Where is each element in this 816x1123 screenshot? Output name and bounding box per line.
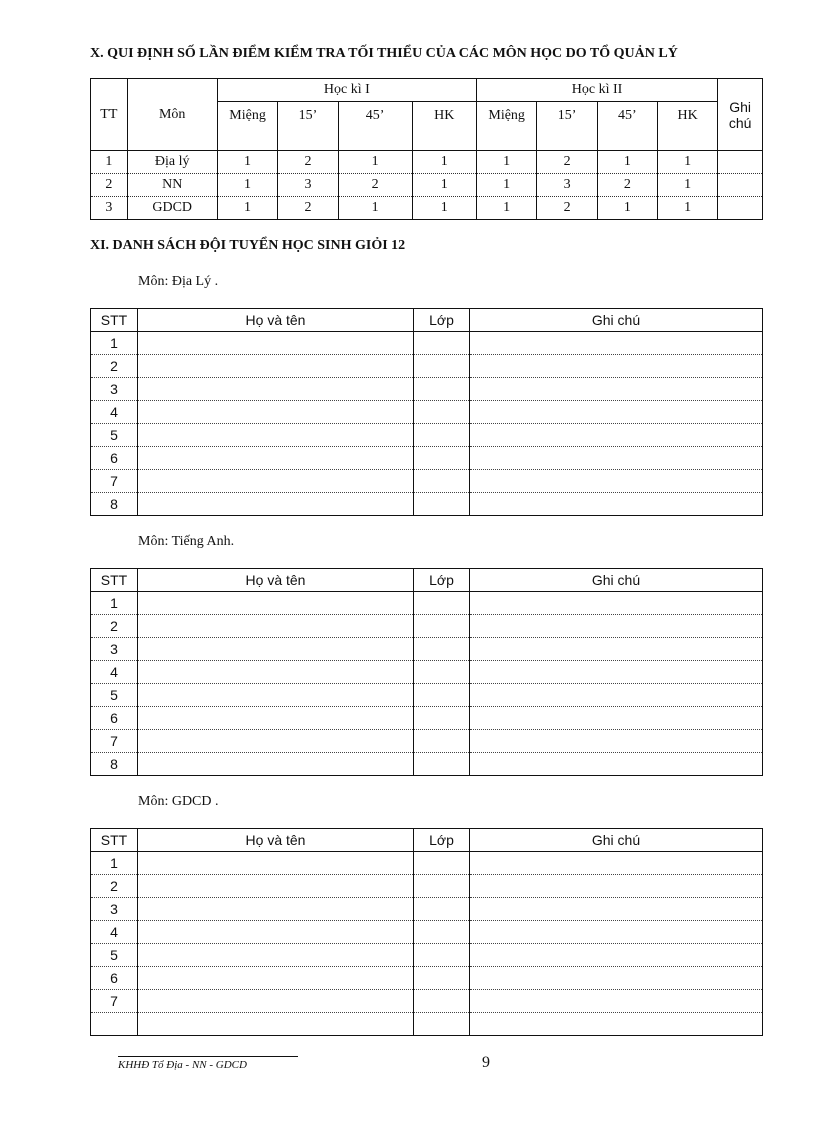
cell-lop [414, 684, 470, 707]
cell-value: 1 [476, 151, 537, 174]
table-row [91, 684, 763, 707]
cell-name [138, 615, 414, 638]
cell-stt: 4 [91, 401, 138, 424]
cell-note [718, 174, 763, 197]
cell-tt: 2 [91, 174, 128, 197]
cell-name [138, 378, 414, 401]
header-lop: Lớp [414, 309, 470, 332]
section-xi-title: XI. DANH SÁCH ĐỘI TUYỂN HỌC SINH GIỎI 12 [90, 238, 406, 253]
cell-name [138, 967, 414, 990]
cell-stt: 3 [91, 378, 138, 401]
subject-label: Môn: Tiếng Anh. [138, 534, 235, 549]
header-lop: Lớp [414, 569, 470, 592]
sub-header: Miệng [217, 102, 278, 151]
cell-note [470, 730, 763, 753]
table-row [91, 944, 763, 967]
cell-stt: 8 [91, 493, 138, 516]
test-count-table [90, 78, 763, 220]
cell-stt: 3 [91, 638, 138, 661]
cell-lop [414, 990, 470, 1013]
document-page [90, 44, 763, 1036]
sub-header: 15’ [537, 102, 597, 151]
cell-value: 2 [338, 174, 412, 197]
cell-stt: 4 [91, 921, 138, 944]
header-name: Họ và tên [138, 829, 414, 852]
cell-lop [414, 378, 470, 401]
header-name: Họ và tên [138, 309, 414, 332]
roster-header-row [91, 309, 763, 332]
cell-value: 2 [537, 197, 597, 220]
table-row [91, 875, 763, 898]
cell-note [470, 990, 763, 1013]
table-row [91, 355, 763, 378]
student-roster-table [90, 568, 763, 776]
cell-name [138, 447, 414, 470]
table-row [91, 151, 763, 174]
table-row [91, 707, 763, 730]
cell-name [138, 707, 414, 730]
cell-name [138, 592, 414, 615]
cell-name [138, 470, 414, 493]
table-row [91, 493, 763, 516]
cell-value: 1 [412, 197, 476, 220]
cell-name [138, 921, 414, 944]
cell-note [718, 197, 763, 220]
cell-stt: 1 [91, 592, 138, 615]
cell-note [470, 493, 763, 516]
cell-name [138, 661, 414, 684]
cell-name [138, 355, 414, 378]
cell-value: 2 [537, 151, 597, 174]
cell-name [138, 493, 414, 516]
cell-value: 1 [597, 151, 657, 174]
cell-name [138, 852, 414, 875]
cell-value: 1 [412, 174, 476, 197]
subject-label: Môn: GDCD . [138, 794, 219, 809]
header-stt: STT [91, 309, 138, 332]
table-row [91, 990, 763, 1013]
table-row [91, 197, 763, 220]
cell-name [138, 875, 414, 898]
cell-value: 1 [217, 197, 278, 220]
section-x-title: X. QUI ĐỊNH SỐ LẦN ĐIỂM KIỂM TRA TỐI THIỂU CỦA CÁC MÔN HỌC DO TỔ QUẢN LÝ [90, 46, 678, 61]
cell-value: 1 [338, 197, 412, 220]
student-roster-table [90, 828, 763, 1036]
roster-header-row [91, 569, 763, 592]
cell-lop [414, 355, 470, 378]
cell-name [138, 401, 414, 424]
table-row [91, 470, 763, 493]
cell-tt: 3 [91, 197, 128, 220]
cell-stt: 5 [91, 684, 138, 707]
cell-value: 2 [597, 174, 657, 197]
cell-lop [414, 944, 470, 967]
cell-name [138, 684, 414, 707]
sub-header: HK [657, 102, 717, 151]
cell-stt [91, 1013, 138, 1036]
cell-note [470, 1013, 763, 1036]
cell-value: 1 [657, 174, 717, 197]
header-stt: STT [91, 569, 138, 592]
cell-stt: 6 [91, 967, 138, 990]
cell-value: 1 [476, 197, 537, 220]
cell-name [138, 1013, 414, 1036]
cell-value: 2 [278, 151, 338, 174]
cell-lop [414, 898, 470, 921]
cell-stt: 8 [91, 753, 138, 776]
cell-note [470, 921, 763, 944]
cell-value: 1 [476, 174, 537, 197]
cell-stt: 7 [91, 990, 138, 1013]
header-hk2: Học kì II [476, 79, 717, 102]
cell-mon: GDCD [127, 197, 217, 220]
cell-name [138, 332, 414, 355]
cell-note [470, 967, 763, 990]
cell-note [470, 378, 763, 401]
student-roster-table [90, 308, 763, 516]
cell-stt: 2 [91, 355, 138, 378]
table-row [91, 638, 763, 661]
cell-note [470, 592, 763, 615]
cell-lop [414, 447, 470, 470]
cell-lop [414, 753, 470, 776]
cell-value: 3 [537, 174, 597, 197]
cell-note [470, 661, 763, 684]
table-row [91, 661, 763, 684]
sub-header: 45’ [338, 102, 412, 151]
cell-name [138, 424, 414, 447]
cell-name [138, 638, 414, 661]
cell-stt: 6 [91, 707, 138, 730]
cell-value: 1 [412, 151, 476, 174]
table-row [91, 898, 763, 921]
table-row [91, 592, 763, 615]
cell-lop [414, 730, 470, 753]
table-row [91, 1013, 763, 1036]
cell-note [470, 615, 763, 638]
cell-stt: 4 [91, 661, 138, 684]
cell-stt: 6 [91, 447, 138, 470]
cell-lop [414, 852, 470, 875]
cell-lop [414, 707, 470, 730]
header-lop: Lớp [414, 829, 470, 852]
cell-note [470, 401, 763, 424]
cell-value: 3 [278, 174, 338, 197]
cell-lop [414, 615, 470, 638]
cell-value: 1 [597, 197, 657, 220]
footer-text: KHHĐ Tổ Địa - NN - GDCD [118, 1056, 298, 1071]
header-mon: Môn [127, 79, 217, 151]
cell-note [718, 151, 763, 174]
cell-note [470, 355, 763, 378]
cell-note [470, 332, 763, 355]
cell-stt: 7 [91, 730, 138, 753]
cell-stt: 1 [91, 852, 138, 875]
cell-lop [414, 967, 470, 990]
cell-name [138, 990, 414, 1013]
table-row [91, 921, 763, 944]
cell-value: 1 [217, 151, 278, 174]
cell-mon: Địa lý [127, 151, 217, 174]
cell-stt: 1 [91, 332, 138, 355]
cell-lop [414, 875, 470, 898]
cell-mon: NN [127, 174, 217, 197]
sub-header: 15’ [278, 102, 338, 151]
cell-name [138, 730, 414, 753]
cell-stt: 5 [91, 424, 138, 447]
cell-name [138, 944, 414, 967]
cell-lop [414, 921, 470, 944]
cell-value: 1 [338, 151, 412, 174]
cell-lop [414, 1013, 470, 1036]
table-row [91, 753, 763, 776]
table-row [91, 424, 763, 447]
header-name: Họ và tên [138, 569, 414, 592]
table-row [91, 401, 763, 424]
cell-stt: 2 [91, 615, 138, 638]
cell-value: 1 [217, 174, 278, 197]
cell-lop [414, 493, 470, 516]
table-row [91, 332, 763, 355]
sub-header: HK [412, 102, 476, 151]
cell-lop [414, 592, 470, 615]
cell-stt: 3 [91, 898, 138, 921]
header-note: Ghi chú [470, 829, 763, 852]
cell-tt: 1 [91, 151, 128, 174]
cell-note [470, 638, 763, 661]
cell-name [138, 898, 414, 921]
table-row [91, 852, 763, 875]
cell-value: 1 [657, 197, 717, 220]
cell-stt: 5 [91, 944, 138, 967]
sub-header: 45’ [597, 102, 657, 151]
cell-note [470, 424, 763, 447]
header-ghichu: Ghi chú [718, 79, 763, 151]
cell-lop [414, 424, 470, 447]
table-row [91, 174, 763, 197]
cell-note [470, 852, 763, 875]
table-row [91, 447, 763, 470]
table-row [91, 967, 763, 990]
cell-lop [414, 401, 470, 424]
header-note: Ghi chú [470, 309, 763, 332]
header-stt: STT [91, 829, 138, 852]
cell-note [470, 707, 763, 730]
cell-note [470, 875, 763, 898]
header-tt: TT [91, 79, 128, 151]
cell-lop [414, 661, 470, 684]
cell-lop [414, 638, 470, 661]
roster-header-row [91, 829, 763, 852]
header-hk1: Học kì I [217, 79, 476, 102]
cell-note [470, 447, 763, 470]
cell-note [470, 898, 763, 921]
cell-stt: 2 [91, 875, 138, 898]
table-row [91, 730, 763, 753]
cell-note [470, 753, 763, 776]
header-note: Ghi chú [470, 569, 763, 592]
cell-note [470, 944, 763, 967]
cell-stt: 7 [91, 470, 138, 493]
table-row [91, 378, 763, 401]
cell-note [470, 684, 763, 707]
table-row [91, 615, 763, 638]
cell-name [138, 753, 414, 776]
sub-header: Miệng [476, 102, 537, 151]
cell-lop [414, 470, 470, 493]
cell-note [470, 470, 763, 493]
subject-label: Môn: Địa Lý . [138, 274, 219, 289]
cell-lop [414, 332, 470, 355]
cell-value: 2 [278, 197, 338, 220]
page-number: 9 [482, 1054, 490, 1071]
cell-value: 1 [657, 151, 717, 174]
